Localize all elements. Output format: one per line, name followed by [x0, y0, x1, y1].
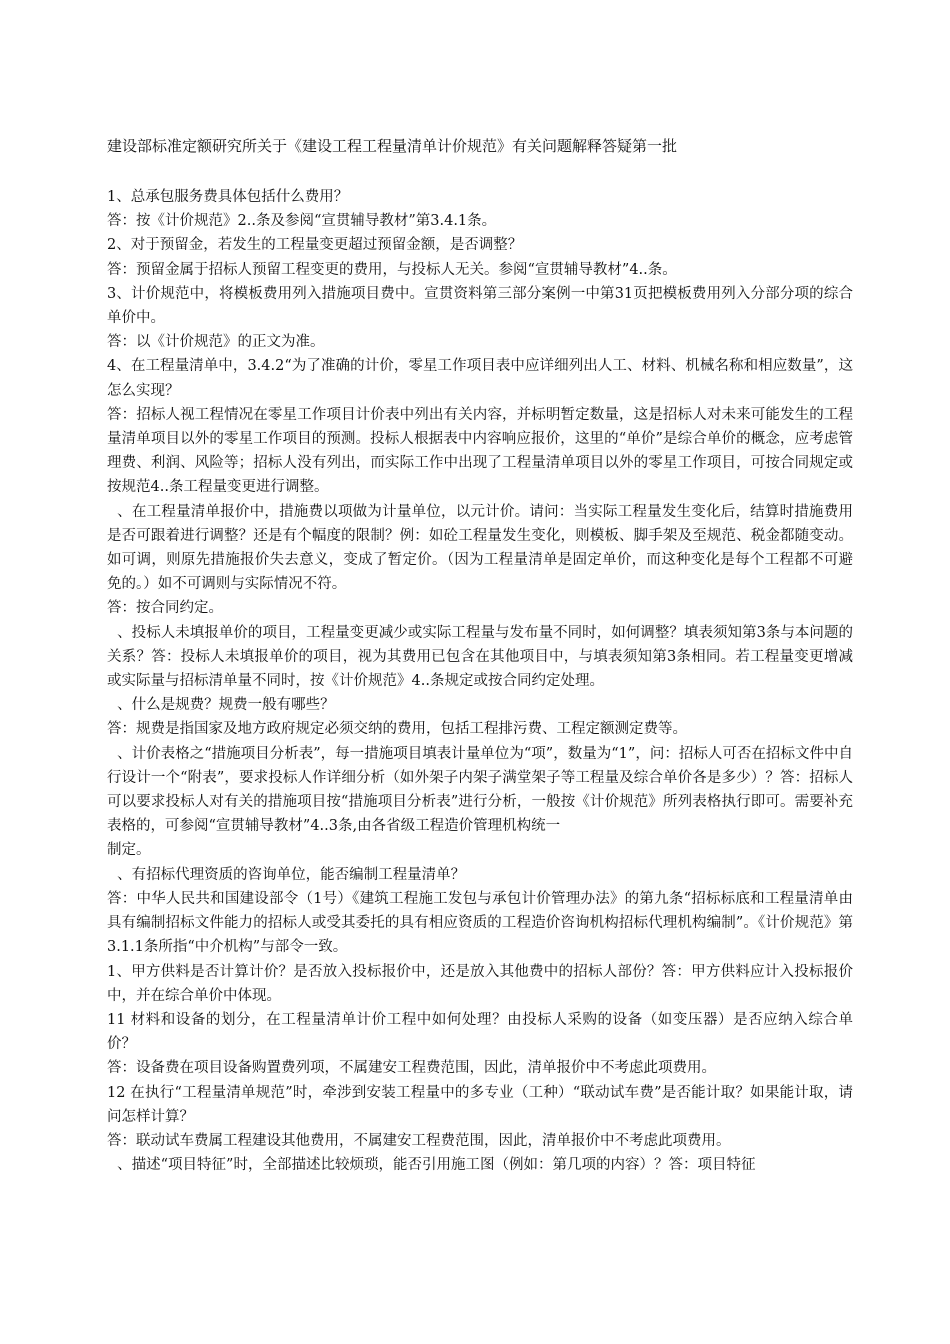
question-12: 12 在执行“工程量清单规范”时，牵涉到安装工程量中的多专业（工种）“联动试车费”是否能计取？如果能计取，请问怎样计算？: [107, 1084, 853, 1125]
answer-9: 答：中华人民共和国建设部令（1号）《建筑工程施工发包与承包计价管理办法》的第九条“招标标底和工程量清单由具有编制招标文件能力的招标人或受其委托的具有相应资质的工程造价咨询机构招标代理机构编制”。《计价规范》第3.1.1条所指“中介机构”与部令一致。: [107, 890, 853, 956]
answer-2: 答：预留金属于招标人预留工程变更的费用，与投标人无关。参阅“宣贯辅导教材”4..条。: [107, 261, 677, 278]
answer-11: 答：设备费在项目设备购置费列项，不属建安工程费范围，因此，清单报价中不考虑此项费用。: [107, 1060, 716, 1077]
question-4: 4、在工程量清单中，3.4.2“为了准确的计价，零星工作项目表中应详细列出人工、材料、机械名称和相应数量”，这怎么实现？: [107, 358, 853, 399]
question-answer-10: 1、甲方供料是否计算计价？是否放入投标报价中，还是放入其他费中的招标人部份？答：甲方供料应计入投标报价中，并在综合单价中体现。: [107, 963, 853, 1004]
answer-3: 答：以《计价规范》的正文为准。: [107, 334, 325, 351]
document-body: [107, 185, 853, 1177]
question-2: 2、对于预留金，若发生的工程量变更超过预留金额，是否调整？: [107, 237, 523, 254]
answer-7: 答：规费是指国家及地方政府规定必须交纳的费用，包括工程排污费、工程定额测定费等。: [107, 721, 687, 738]
question-1: 1、总承包服务费具体包括什么费用？: [107, 189, 349, 205]
answer-12: 答：联动试车费属工程建设其他费用，不属建安工程费范围，因此，清单报价中不考虑此项费用。: [107, 1132, 731, 1149]
question-3: 3、计价规范中，将模板费用列入措施项目费中。宣贯资料第三部分案例一中第31页把模板费用列入分部分项的综合单价中。: [107, 285, 853, 327]
question-answer-13: 、描述“项目特征”时，全部描述比较烦琐，能否引用施工图（例如：第几项的内容）？答：项目特征: [117, 1157, 756, 1174]
answer-4: 答：招标人视工程情况在零星工作项目计价表中列出有关内容，并标明暂定数量，这是招标人对未来可能发生的工程量清单项目以外的零星工作项目的预测。投标人根据表中内容响应报价，这里的“单价”是综合单价的概念，应考虑管理费、利润、风险等；招标人没有列出，而实际工作中出现了工程量清单项目以外的零星工作项目，可按合同规定或按规范4..条工程量变更进行调整。: [107, 406, 853, 496]
answer-5: 答：按合同约定。: [107, 600, 223, 617]
question-answer-6: 、投标人未填报单价的项目，工程量变更减少或实际工程量与发布量不同时，如何调整？填表须知第3条与本问题的关系？答：投标人未填报单价的项目，视为其费用已包含在其他项目中，与填表须知第3条相同。若工程量变更增减或实际量与招标清单量不同时，按《计价规范》4..条规定或按合同约定处理。: [107, 624, 853, 690]
document-title: 建设部标准定额研究所关于《建设工程工程量清单计价规范》有关问题解释答疑第一批: [107, 137, 678, 155]
question-9: 、有招标代理资质的咨询单位，能否编制工程量清单？: [117, 866, 466, 883]
question-5: 、在工程量清单报价中，措施费以项做为计量单位，以元计价。请问：当实际工程量发生变化后，结算时措施费用是否可跟着进行调整？还是有个幅度的限制？例：如砼工程量发生变化，则模板、脚手架及至规范、税金都随变动。如可调，则原先措施报价失去意义，变成了暂定价。（因为工程量清单是固定单价，而这种变化是每个工程都不可避免的。）如不可调则与实际情况不符。: [107, 503, 853, 593]
answer-8-continued: 制定。: [107, 842, 151, 859]
answer-1: 答：按《计价规范》2..条及参阅“宣贯辅导教材”第3.4.1条。: [107, 213, 497, 230]
question-answer-8: 、计价表格之“措施项目分析表”，每一措施项目填表计量单位为“项”，数量为“1”，问：招标人可否在招标文件中自行设计一个“附表”，要求投标人作详细分析（如外架子内架子满堂架子等工程量及综合单价各是多少）？答：招标人可以要求投标人对有关的措施项目按“措施项目分析表”进行分析，一般按《计价规范》所列表格执行即可。需要补充表格的，可参阅“宣贯辅导教材”4..3条,由各省级工程造价管理机构统一: [107, 745, 853, 835]
question-11: 11 材料和设备的划分，在工程量清单计价工程中如何处理？由投标人采购的设备（如变压器）是否应纳入综合单价？: [107, 1011, 853, 1053]
question-7: 、什么是规费？规费一般有哪些？: [117, 697, 335, 714]
